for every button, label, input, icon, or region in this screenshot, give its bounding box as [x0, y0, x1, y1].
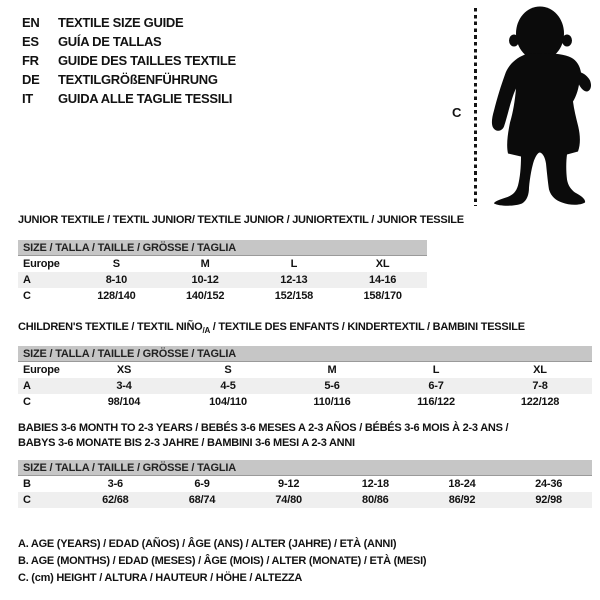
lang-text: TEXTILGRÖßENFÜHRUNG	[58, 72, 218, 87]
table-cell: 86/92	[448, 494, 476, 506]
lang-text: GUIDA ALLE TAGLIE TESSILI	[58, 91, 233, 106]
table-cell: 110/116	[313, 396, 351, 408]
table-row-height	[18, 394, 592, 410]
title-line: BABIES 3-6 MONTH TO 2-3 YEARS / BEBÉS 3-6 MESES A 2-3 AÑOS / BÉBÉS 3-6 MOIS À 2-3 ANS /	[18, 422, 509, 434]
table-cell: 80/86	[362, 494, 389, 506]
row-label: B	[23, 478, 31, 490]
baby-silhouette-image	[483, 4, 596, 206]
table-cell: M	[200, 258, 210, 270]
table-cell: 9-12	[278, 478, 300, 490]
lang-row-es	[22, 32, 236, 51]
table-cell: 3-4	[116, 380, 132, 392]
table-row-age	[18, 272, 427, 288]
table-cell: 122/128	[520, 396, 560, 408]
table-cell: 7-8	[532, 380, 548, 392]
language-header	[22, 13, 236, 108]
row-label: Europe	[23, 364, 60, 376]
row-label: C	[23, 290, 31, 302]
table-cell: 68/74	[188, 494, 216, 506]
measurement-legend	[18, 536, 426, 587]
table-cell: XL	[375, 258, 390, 270]
legend-line-b: B. AGE (MONTHS) / EDAD (MESES) / ÂGE (MOIS) / ALTER (MONATE) / ETÀ (MESI)	[18, 555, 427, 567]
table-cell: 3-6	[107, 478, 123, 490]
table-row-age-months	[18, 476, 592, 492]
lang-text: GUIDE DES TAILLES TEXTILE	[58, 53, 236, 68]
lang-row-de	[22, 70, 236, 89]
table-cell: 92/98	[535, 494, 562, 506]
legend-line-a: A. AGE (YEARS) / EDAD (AÑOS) / ÂGE (ANS) / ALTER (JAHRE) / ETÀ (ANNI)	[18, 538, 397, 550]
title-line: BABYS 3-6 MONATE BIS 2-3 JAHRE / BAMBINI 3-6 MESI A 2-3 ANNI	[18, 437, 355, 449]
table-cell: 24-36	[535, 478, 563, 490]
lang-code: EN	[22, 15, 40, 30]
title-part: CHILDREN'S TEXTILE / TEXTIL NIÑO	[18, 321, 203, 333]
table-cell: 116/122	[417, 396, 455, 408]
row-label: C	[23, 396, 31, 408]
row-label: Europe	[23, 258, 60, 270]
table-cell: 62/68	[102, 494, 129, 506]
table-cell: 140/152	[185, 290, 225, 302]
lang-text: GUÍA DE TALLAS	[58, 34, 162, 49]
table-cell: XS	[116, 364, 132, 376]
table-cell: 12-13	[280, 274, 308, 286]
table-cell: 14-16	[369, 274, 397, 286]
table-cell: M	[327, 364, 337, 376]
lang-row-fr	[22, 51, 236, 70]
table-cell: 104/110	[209, 396, 247, 408]
lang-code: DE	[22, 72, 40, 87]
table-cell: 8-10	[105, 274, 127, 286]
table-row-sizes	[18, 362, 592, 378]
table-cell: 98/104	[107, 396, 141, 408]
size-header-bar: SIZE / TALLA / TAILLE / GRÖSSE / TAGLIA	[18, 240, 427, 256]
table-cell: 152/158	[274, 290, 314, 302]
lang-text: TEXTILE SIZE GUIDE	[58, 15, 184, 30]
table-cell: 158/170	[363, 290, 402, 302]
row-label: A	[23, 380, 31, 392]
size-header-bar: SIZE / TALLA / TAILLE / GRÖSSE / TAGLIA	[18, 460, 592, 476]
lang-code: FR	[22, 53, 39, 68]
table-row-age	[18, 378, 592, 394]
table-cell: 128/140	[97, 290, 136, 302]
lang-code: ES	[22, 34, 39, 49]
table-cell: L	[290, 258, 298, 270]
children-size-table	[18, 346, 592, 410]
table-cell: 6-7	[428, 380, 444, 392]
table-cell: L	[432, 364, 440, 376]
junior-size-table	[18, 240, 427, 304]
babies-size-table	[18, 460, 592, 508]
table-cell: S	[112, 258, 120, 270]
table-cell: 6-9	[194, 478, 210, 490]
height-dotted-line	[474, 8, 477, 206]
table-cell: 74/80	[275, 494, 302, 506]
table-row-height	[18, 492, 592, 508]
title-part: / TEXTILE DES ENFANTS / KINDERTEXTIL / BAMBINI TESSILE	[209, 321, 525, 333]
row-label: A	[23, 274, 31, 286]
lang-row-en	[22, 13, 236, 32]
section-title-junior: JUNIOR TEXTILE / TEXTIL JUNIOR/ TEXTILE JUNIOR / JUNIORTEXTIL / JUNIOR TESSILE	[18, 214, 464, 226]
table-cell: 18-24	[448, 478, 476, 490]
row-label: C	[23, 494, 31, 506]
size-header-bar: SIZE / TALLA / TAILLE / GRÖSSE / TAGLIA	[18, 346, 592, 362]
lang-row-it	[22, 89, 236, 108]
section-title-children	[18, 320, 525, 338]
table-cell: 4-5	[220, 380, 236, 392]
lang-code: IT	[22, 91, 33, 106]
table-cell: 10-12	[191, 274, 219, 286]
height-measure-label: C	[452, 105, 462, 120]
table-row-height	[18, 288, 427, 304]
table-cell: XL	[533, 364, 547, 376]
title-subscript: /A	[202, 326, 210, 335]
section-title-babies	[18, 421, 508, 451]
table-row-sizes	[18, 256, 427, 272]
legend-line-c: C. (cm) HEIGHT / ALTURA / HAUTEUR / HÖHE / ALTEZZA	[18, 572, 303, 584]
table-cell: 5-6	[324, 380, 340, 392]
table-cell: S	[224, 364, 232, 376]
table-cell: 12-18	[361, 478, 389, 490]
